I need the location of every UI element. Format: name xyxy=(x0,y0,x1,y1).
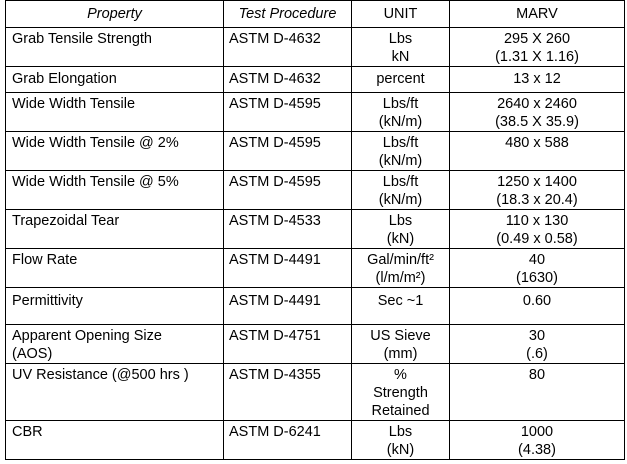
property-cell xyxy=(6,325,224,364)
header-property: Property xyxy=(6,1,224,28)
test-procedure-cell: ASTM D-4355 xyxy=(224,364,352,421)
table-row xyxy=(6,67,625,93)
marv-cell xyxy=(450,210,625,249)
marv-text: (.6) xyxy=(526,346,548,362)
marv-cell xyxy=(450,249,625,288)
unit-text: Lbs/ft xyxy=(382,135,419,151)
marv-text: 0.60 xyxy=(522,293,552,309)
table-row xyxy=(6,210,625,249)
marv-text: 1250 x 1400 xyxy=(497,174,577,190)
header-marv: MARV xyxy=(450,1,625,28)
property-cell xyxy=(6,288,224,325)
property-text: Grab Tensile Strength xyxy=(12,31,152,47)
header-test-procedure: Test Procedure xyxy=(224,1,352,28)
header-unit: UNIT xyxy=(352,1,450,28)
table-row xyxy=(6,421,625,460)
table-row xyxy=(6,249,625,288)
specifications-table xyxy=(5,0,625,460)
unit-text: Lbs/ft xyxy=(382,96,419,112)
unit-text: Lbs xyxy=(388,31,413,47)
unit-text: (kN/m) xyxy=(378,192,423,208)
marv-cell xyxy=(450,171,625,210)
property-text: Grab Elongation xyxy=(12,71,117,87)
marv-cell xyxy=(450,28,625,67)
marv-text: (4.38) xyxy=(518,442,556,458)
marv-text: 13 x 12 xyxy=(513,71,561,87)
property-text: UV Resistance (@500 hrs ) xyxy=(12,367,189,383)
marv-cell xyxy=(450,364,625,421)
unit-cell xyxy=(352,421,450,460)
test-procedure-cell: ASTM D-4751 xyxy=(224,325,352,364)
property-cell xyxy=(6,364,224,421)
property-cell xyxy=(6,28,224,67)
marv-cell xyxy=(450,288,625,325)
unit-cell xyxy=(352,364,450,421)
marv-text: 295 X 260 xyxy=(503,31,571,47)
property-text: Permittivity xyxy=(12,293,83,309)
unit-text: (kN/m) xyxy=(378,114,423,130)
property-cell xyxy=(6,171,224,210)
test-procedure-cell: ASTM D-4533 xyxy=(224,210,352,249)
unit-text: (l/m/m²) xyxy=(375,270,426,286)
unit-text: US Sieve xyxy=(370,328,431,344)
property-text: Flow Rate xyxy=(12,252,78,268)
unit-text: (kN) xyxy=(386,231,415,247)
property-text: Apparent Opening Size xyxy=(12,328,162,344)
table-row xyxy=(6,93,625,132)
test-procedure-cell: ASTM D-4491 xyxy=(224,249,352,288)
marv-text: 2640 x 2460 xyxy=(497,96,577,112)
unit-text: Strength xyxy=(373,385,428,401)
marv-cell xyxy=(450,325,625,364)
marv-text: 80 xyxy=(528,367,546,383)
marv-text: (1.31 X 1.16) xyxy=(495,49,579,65)
marv-text: (18.3 x 20.4) xyxy=(496,192,578,208)
test-procedure-cell: ASTM D-4632 xyxy=(224,67,352,93)
marv-text: 110 x 130 xyxy=(505,213,569,229)
test-procedure-cell: ASTM D-6241 xyxy=(224,421,352,460)
table-row xyxy=(6,288,625,325)
table-row xyxy=(6,325,625,364)
property-cell xyxy=(6,132,224,171)
property-text: Trapezoidal Tear xyxy=(12,213,120,229)
table-row xyxy=(6,28,625,67)
test-procedure-cell: ASTM D-4595 xyxy=(224,171,352,210)
unit-cell xyxy=(352,67,450,93)
marv-text: 1000 xyxy=(520,424,554,440)
marv-cell xyxy=(450,132,625,171)
table-row xyxy=(6,132,625,171)
property-cell xyxy=(6,210,224,249)
test-procedure-cell: ASTM D-4595 xyxy=(224,93,352,132)
property-cell xyxy=(6,249,224,288)
unit-text: (kN/m) xyxy=(378,153,423,169)
marv-cell xyxy=(450,67,625,93)
marv-cell xyxy=(450,93,625,132)
marv-text: 30 xyxy=(528,328,546,344)
unit-text: Gal/min/ft² xyxy=(367,252,434,268)
marv-text: 40 xyxy=(528,252,546,268)
unit-cell xyxy=(352,325,450,364)
property-text: CBR xyxy=(12,424,43,440)
unit-text: Retained xyxy=(371,403,430,419)
unit-cell xyxy=(352,210,450,249)
header-row xyxy=(6,1,625,28)
property-text: Wide Width Tensile @ 5% xyxy=(12,174,179,190)
marv-cell xyxy=(450,421,625,460)
unit-cell xyxy=(352,171,450,210)
table-row xyxy=(6,171,625,210)
unit-text: kN xyxy=(391,49,410,65)
unit-text: Lbs xyxy=(388,424,413,440)
unit-cell xyxy=(352,288,450,325)
unit-text: (mm) xyxy=(383,346,418,362)
test-procedure-cell: ASTM D-4595 xyxy=(224,132,352,171)
property-cell xyxy=(6,93,224,132)
unit-text: Lbs/ft xyxy=(382,174,419,190)
unit-text: Lbs xyxy=(388,213,413,229)
table-row xyxy=(6,364,625,421)
unit-cell xyxy=(352,132,450,171)
marv-text: 480 x 588 xyxy=(505,135,569,151)
unit-text: (kN) xyxy=(386,442,415,458)
property-text: Wide Width Tensile xyxy=(12,96,136,112)
marv-text: (0.49 x 0.58) xyxy=(496,231,578,247)
marv-text: (1630) xyxy=(516,270,558,286)
unit-text: percent xyxy=(376,71,425,87)
marv-text: (38.5 X 35.9) xyxy=(495,114,579,130)
test-procedure-cell: ASTM D-4632 xyxy=(224,28,352,67)
property-cell xyxy=(6,67,224,93)
unit-cell xyxy=(352,28,450,67)
unit-text: % xyxy=(394,367,407,383)
unit-cell xyxy=(352,93,450,132)
property-text: (AOS) xyxy=(12,346,53,362)
property-text: Wide Width Tensile @ 2% xyxy=(12,135,179,151)
unit-cell xyxy=(352,249,450,288)
unit-text: Sec ~1 xyxy=(377,293,424,309)
property-cell xyxy=(6,421,224,460)
test-procedure-cell: ASTM D-4491 xyxy=(224,288,352,325)
